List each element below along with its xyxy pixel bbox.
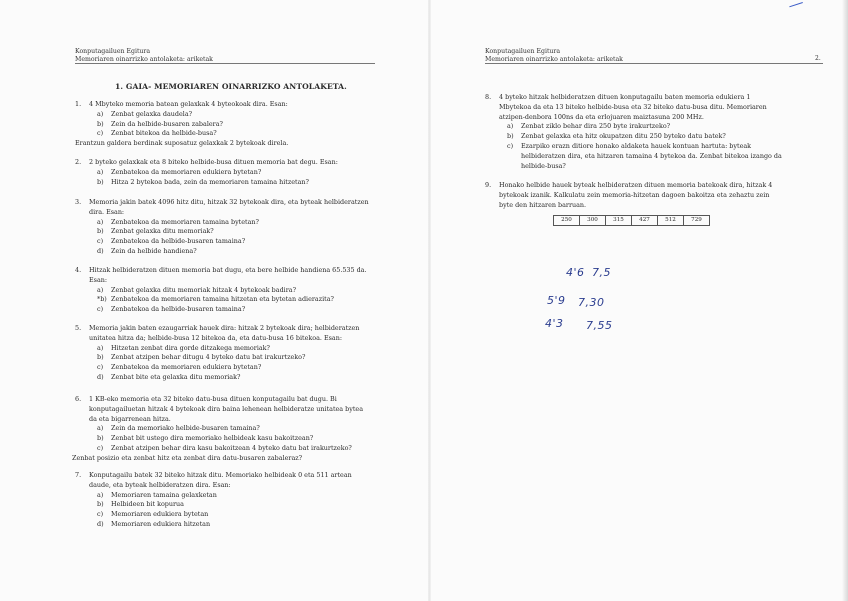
header-rule bbox=[485, 63, 823, 64]
exercise-number: 2. bbox=[75, 158, 82, 166]
sub-question-text: Zenbat atzipen behar ditugu 4 byteko datu bat irakurtzeko? bbox=[111, 353, 306, 362]
sub-question-text: Helbideen bit kopurua bbox=[111, 500, 184, 509]
sub-question-text: helbideratzen dira, eta hitzaren tamaina 4 bytekoa da. Zenbat bitekoa izango da bbox=[521, 151, 782, 160]
statement-line: Memoria jakin batek 4096 hitz ditu, hitzak 32 bytekoak dira, eta byteak helbideratzen bbox=[89, 198, 369, 206]
address-cell: 250 bbox=[554, 216, 580, 225]
exercise-number: 7. bbox=[75, 471, 82, 479]
sub-question bbox=[97, 424, 260, 434]
sub-question bbox=[97, 373, 240, 383]
handwritten-note-1a: 4'6 bbox=[566, 266, 585, 279]
right-page-header bbox=[485, 48, 823, 63]
exercise-followup: Erantzun galdera berdinak suposatuz gelaxkak 2 bytekoak direla. bbox=[75, 139, 289, 148]
sub-question-text: Zein da memoriako helbide-busaren tamaina? bbox=[111, 424, 260, 433]
statement-line: Memoria jakin baten ezaugarriak hauek dira: hitzak 2 bytekoak dira; helbideratzen bbox=[89, 324, 360, 332]
handwritten-note-3a: 4'3 bbox=[545, 317, 564, 330]
sub-question bbox=[507, 162, 566, 172]
address-cell: 512 bbox=[658, 216, 684, 225]
sub-question-text: Zenbat bite eta gelaxka ditu memoriak? bbox=[111, 373, 241, 381]
exercise-statement bbox=[89, 266, 379, 286]
address-cell: 427 bbox=[632, 216, 658, 225]
sub-question-text: Zenbat bitekoa da helbide-busa? bbox=[111, 129, 217, 138]
sub-question-letter: c) bbox=[97, 129, 104, 138]
right-page bbox=[430, 0, 848, 601]
sub-question bbox=[97, 520, 210, 530]
sub-question-letter: c) bbox=[97, 510, 104, 519]
sub-question-text: Zenbat gelaxka ditu memoriak hitzak 4 bytekoak badira? bbox=[111, 285, 297, 294]
sub-question-letter: a) bbox=[97, 109, 104, 118]
sub-question-text: Hitzetan zenbat dira gorde ditzakega memoriak? bbox=[111, 343, 270, 352]
statement-line: 4 byteko hitzak helbideratzen dituen konputagailu baten memoria edukiera 1 bbox=[499, 93, 751, 101]
sub-question bbox=[507, 122, 670, 132]
handwritten-note-2a: 5'9 bbox=[547, 294, 566, 307]
statement-line: bytekoak izanik. Kalkulatu zein memoria-hitzetan dagoen bakoitza eta zehaztu zein bbox=[499, 190, 770, 199]
sub-question bbox=[97, 305, 245, 315]
sub-question-letter: a) bbox=[97, 167, 104, 176]
sub-question-letter: b) bbox=[97, 434, 104, 443]
sub-question-letter: a) bbox=[97, 343, 104, 352]
sub-question-letter: d) bbox=[97, 520, 104, 528]
sub-question bbox=[97, 353, 305, 363]
sub-question bbox=[97, 218, 259, 228]
sub-question bbox=[97, 510, 208, 520]
sub-question bbox=[507, 132, 726, 142]
sub-question-text: Zenbat gelaxka daudela? bbox=[111, 109, 193, 118]
left-page-header bbox=[75, 48, 375, 63]
sub-question-text: Ezarpiko erazn ditiore honako aldaketa hauek kontuan hartuta: byteak bbox=[521, 142, 752, 150]
address-strip bbox=[553, 215, 710, 226]
statement-line: Konputagailu batek 32 biteko hitzak ditu. Memoriako helbideak 0 eta 511 artean bbox=[89, 471, 352, 479]
statement-line: Mbytekoa da eta 13 biteko helbide-busa eta 32 biteko datu-busa ditu. Memoriaren bbox=[499, 102, 767, 111]
sub-question-letter: a) bbox=[97, 424, 104, 433]
sub-question-letter: *b) bbox=[97, 295, 107, 304]
exercise-statement bbox=[89, 324, 379, 344]
handwritten-note-2b: 7,30 bbox=[578, 296, 605, 309]
sub-question-letter: b) bbox=[97, 353, 104, 362]
sub-question bbox=[97, 434, 313, 444]
sub-question-letter: d) bbox=[97, 373, 104, 381]
sub-question-letter: a) bbox=[97, 490, 104, 499]
sub-question-text: Zenbat bit ustego dira memoriako helbideak kasu bakoitzean? bbox=[111, 434, 314, 443]
sub-question-text: Zenbat ziklo behar dira 250 byte irakurtzeko? bbox=[521, 122, 671, 131]
exercise-number: 8. bbox=[485, 93, 492, 101]
header-course-title: Konputagailuen Egitura bbox=[485, 48, 561, 55]
sub-question bbox=[97, 363, 261, 373]
sub-question-letter: b) bbox=[97, 177, 104, 186]
address-cell: 300 bbox=[580, 216, 606, 225]
sub-question-text: Zenbatekoa da helbide-busaren tamaina? bbox=[111, 237, 246, 246]
statement-line: Honako helbide hauek byteak helbideratzen dituen memoria batekoak dira, hitzak 4 bbox=[499, 181, 773, 189]
statement-line: dira. Esan: bbox=[89, 207, 125, 216]
sub-question-text: Zenbatekoa da memoriaren edukiera bytetan? bbox=[111, 363, 262, 372]
sub-question bbox=[97, 178, 309, 188]
sub-question-text: Zenbat atzipen behar dira kasu bakoitzean 4 byteko datu bat irakurtzeko? bbox=[111, 444, 352, 452]
sub-question-letter: a) bbox=[507, 122, 514, 131]
sub-question bbox=[97, 286, 296, 296]
header-subject: Memoriaren oinarrizko antolaketa: ariketak bbox=[75, 55, 213, 63]
exercise-statement bbox=[89, 198, 379, 218]
statement-line: da eta bigarrenean hitza. bbox=[89, 414, 171, 423]
statement-line: Hitzak helbideratzen dituen memoria bat dugu, eta bere helbide handiena 65.535 da. bbox=[89, 266, 367, 274]
exercise-number: 1. bbox=[75, 100, 82, 108]
exercise-followup: Zenbat posizio eta zenbat hitz eta zenbat dira datu-busaren zabaleraz? bbox=[72, 453, 303, 462]
sub-question-text: Zein da helbide handiena? bbox=[111, 247, 197, 255]
sub-question-text: Zenbatekoa da memoriaren tamaina hitzetan eta bytetan adierazita? bbox=[111, 295, 334, 304]
statement-line: 4 Mbyteko memoria batean gelaxkak 4 byteokoak dira. Esan: bbox=[89, 100, 288, 108]
sub-question-text: Zenbat gelaxka eta hitz okupatzen ditu 250 byteko datu batek? bbox=[521, 132, 726, 141]
handwritten-note-1b: 7,5 bbox=[592, 266, 611, 279]
exercise-statement bbox=[89, 471, 379, 491]
sub-question bbox=[97, 237, 245, 247]
sub-question bbox=[97, 344, 270, 354]
sub-question bbox=[97, 227, 214, 237]
sub-question bbox=[97, 168, 261, 178]
header-course-title: Konputagailuen Egitura bbox=[75, 48, 151, 55]
sub-question-letter: b) bbox=[507, 132, 514, 141]
sub-question-text: Hitza 2 bytekoa bada, zein da memoriaren tamaina hitzetan? bbox=[111, 177, 309, 186]
sub-question-text: Memoriaren edukiera hitzetan bbox=[111, 520, 211, 528]
exercise-statement bbox=[89, 158, 379, 168]
sub-question-letter: b) bbox=[97, 227, 104, 236]
page-number: 2. bbox=[815, 55, 821, 62]
sub-question-letter: a) bbox=[97, 285, 104, 294]
exercise-statement bbox=[89, 100, 379, 110]
sub-question-text: Zein da helbide-busaren zabalera? bbox=[111, 119, 223, 128]
sub-question bbox=[97, 491, 217, 501]
exercise-number: 6. bbox=[75, 395, 82, 403]
sub-question-letter: c) bbox=[507, 142, 514, 150]
sub-question bbox=[97, 129, 217, 139]
sub-question-letter: c) bbox=[97, 305, 104, 314]
exercise-number: 9. bbox=[485, 181, 492, 189]
sub-question-text: Memoriaren tamaina gelaxketan bbox=[111, 490, 217, 499]
exercise-number: 3. bbox=[75, 198, 82, 206]
address-cell: 315 bbox=[606, 216, 632, 225]
statement-line: 1 KB-eko memoria eta 32 biteko datu-busa dituen konputagailu bat dugu. Bi bbox=[89, 395, 337, 403]
sub-question bbox=[97, 247, 197, 257]
sub-question-letter: b) bbox=[97, 500, 104, 509]
sub-question-text: Zenbatekoa da memoriaren edukiera bytetan? bbox=[111, 167, 262, 176]
sub-question-letter: b) bbox=[97, 119, 104, 128]
header-subject: Memoriaren oinarrizko antolaketa: ariketak bbox=[485, 55, 623, 63]
sub-question-text: Zenbat gelaxka ditu memoriak? bbox=[111, 227, 214, 236]
statement-line: Esan: bbox=[89, 275, 108, 284]
page-title: 1. GAIA- MEMORIAREN OINARRIZKO ANTOLAKETA. bbox=[115, 82, 347, 91]
address-cell: 729 bbox=[691, 217, 702, 223]
sub-question-text: Memoriaren edukiera bytetan bbox=[111, 510, 209, 519]
sub-question bbox=[507, 152, 782, 162]
sub-question bbox=[507, 142, 751, 152]
header-rule bbox=[75, 63, 375, 64]
exercise-statement bbox=[89, 395, 379, 424]
sub-question-letter: c) bbox=[97, 444, 104, 452]
sub-question-letter: d) bbox=[97, 247, 104, 255]
sub-question bbox=[97, 444, 352, 454]
sub-question bbox=[97, 295, 334, 305]
exercise-statement bbox=[499, 93, 799, 122]
sub-question-text: helbide-busa? bbox=[521, 161, 566, 170]
statement-line: 2 byteko gelaxkak eta 8 biteko helbide-busa dituen memoria bat degu. Esan: bbox=[89, 158, 338, 166]
statement-line: daude, eta byteak helbideratzen dira. Esan: bbox=[89, 480, 231, 489]
statement-line: byte den hitzaren barruan. bbox=[499, 200, 587, 209]
statement-line: konputagailuetan hitzak 4 bytekoak dira baina lehenean helbideratze unitatea bytea bbox=[89, 404, 364, 413]
handwritten-note-3b: 7,55 bbox=[586, 319, 613, 332]
sub-question-letter: a) bbox=[97, 217, 104, 226]
statement-line: unitatea hitza da; helbide-busa 12 bitekoa da, eta datu-busa 16 bitekoa. Esan: bbox=[89, 333, 343, 342]
sub-question-text: Zenbatekoa da memoriaren tamaina bytetan? bbox=[111, 217, 259, 226]
sub-question bbox=[97, 110, 192, 120]
exercise-number: 4. bbox=[75, 266, 82, 274]
exercise-number: 5. bbox=[75, 324, 82, 332]
paper-edge-shadow bbox=[842, 0, 848, 601]
sub-question bbox=[97, 120, 223, 130]
exercise-statement bbox=[499, 181, 799, 210]
statement-line: atzipen-denbora 100ns da eta erlojuaren maiztasuna 200 MHz. bbox=[499, 112, 704, 121]
sub-question-letter: c) bbox=[97, 237, 104, 246]
sub-question-letter: c) bbox=[97, 363, 104, 372]
sub-question-text: Zenbatekoa da helbide-busaren tamaina? bbox=[111, 305, 246, 314]
sub-question bbox=[97, 500, 184, 510]
